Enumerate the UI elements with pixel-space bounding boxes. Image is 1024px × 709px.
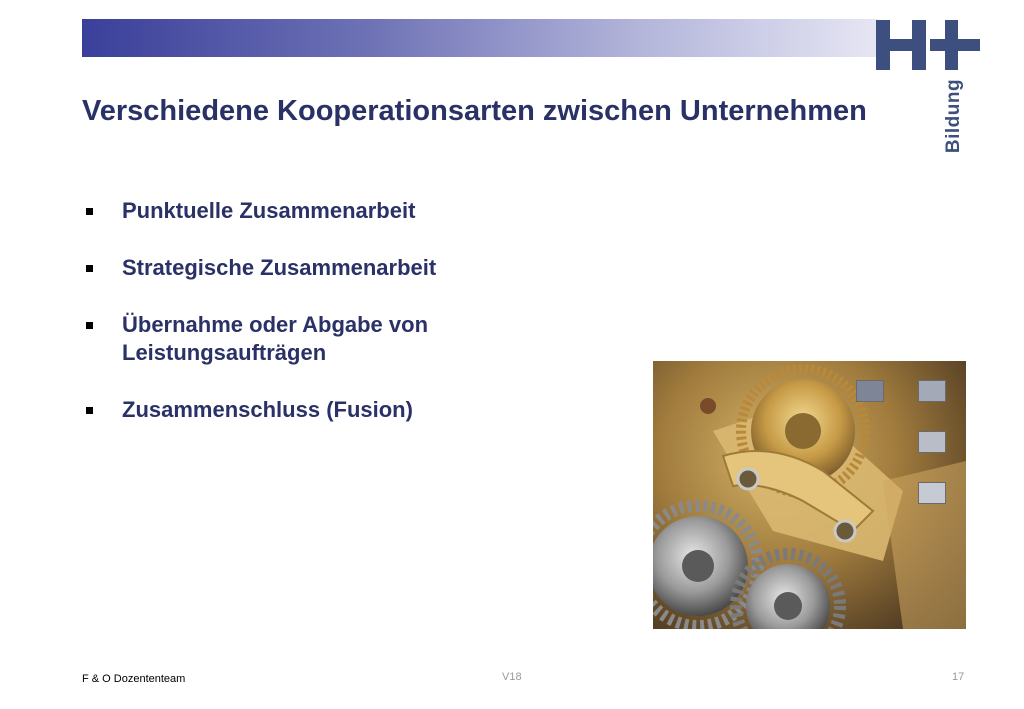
square-bullet-icon <box>86 265 93 272</box>
bullet-text: Zusammenschluss (Fusion) <box>122 397 413 422</box>
logo-wordmark <box>944 80 964 152</box>
page-number: 17 <box>952 671 965 683</box>
overlay-square-2 <box>918 380 946 402</box>
overlay-square-3 <box>918 431 946 453</box>
header-gradient-bar <box>82 19 878 57</box>
bullet-text: Übernahme oder Abgabe von <box>122 312 429 337</box>
bullet-text-continuation: Leistungsaufträgen <box>122 340 327 365</box>
overlay-square-1 <box>856 380 884 402</box>
overlay-square-4 <box>918 482 946 504</box>
footer-author: F & O Dozententeam <box>82 673 186 685</box>
bullet-item <box>82 197 522 225</box>
bullet-item <box>82 254 522 282</box>
hplus-bildung-logo <box>876 20 982 160</box>
footer-version: V18 <box>502 671 522 683</box>
bullet-list <box>82 197 522 424</box>
slide-title: Verschiedene Kooperationsarten zwischen Unternehmen <box>82 95 867 127</box>
logo-plus-horizontal <box>930 39 980 51</box>
square-bullet-icon <box>86 322 93 329</box>
logo-h-crossbar <box>876 39 926 51</box>
square-bullet-icon <box>86 208 93 215</box>
square-bullet-icon <box>86 407 93 414</box>
clockwork-gears-image <box>653 361 966 629</box>
bullet-text: Strategische Zusammenarbeit <box>122 255 437 280</box>
bullet-text: Punktuelle Zusammenarbeit <box>122 198 416 223</box>
bullet-item <box>82 311 522 367</box>
logo-word-text: Bildung <box>943 78 964 154</box>
bullet-item <box>82 396 522 424</box>
